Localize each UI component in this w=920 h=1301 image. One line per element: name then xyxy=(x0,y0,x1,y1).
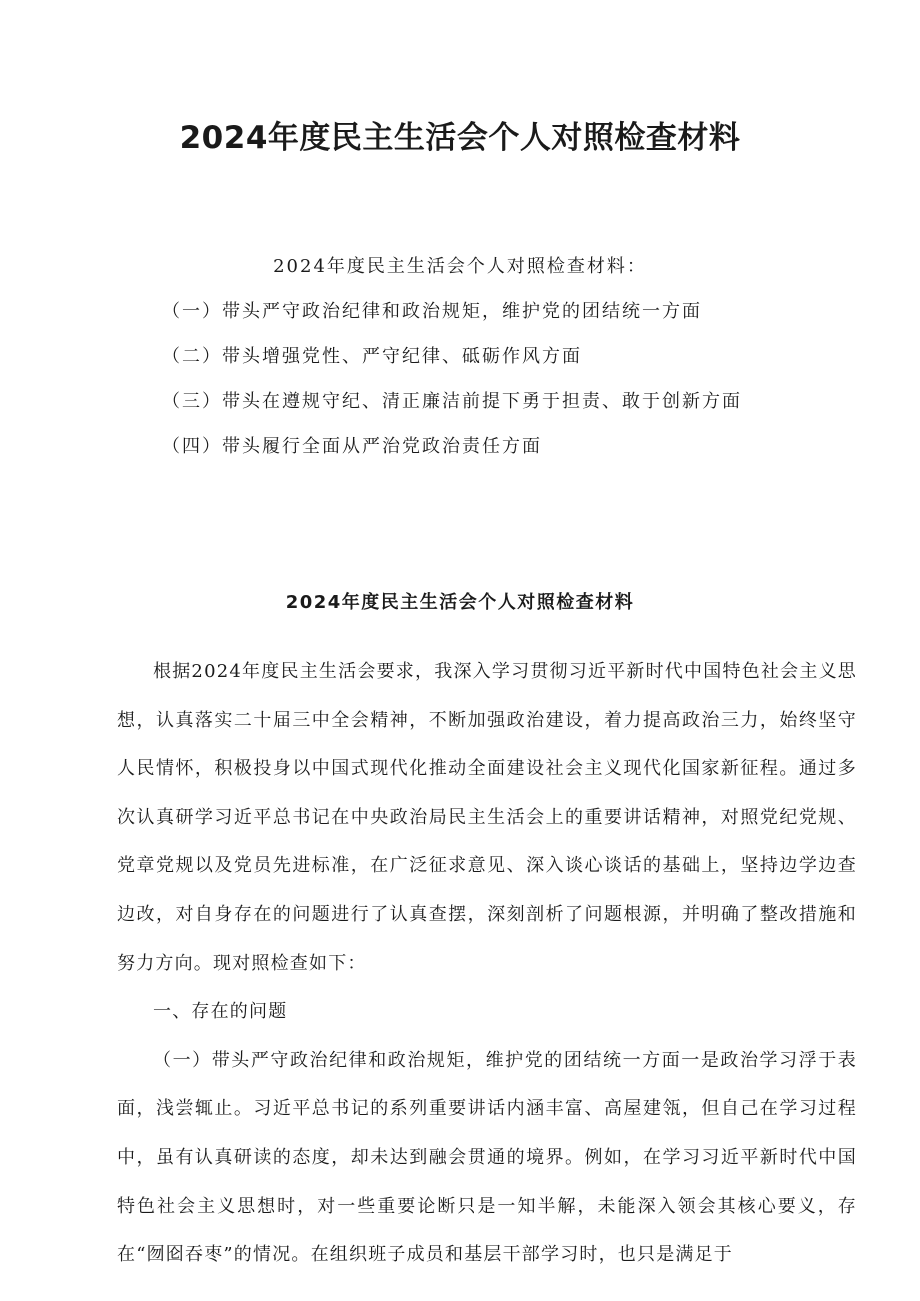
toc-item: （一）带头严守政治纪律和政治规矩，维护党的团结统一方面 xyxy=(162,301,702,322)
main-title: 2024年度民主生活会个人对照检查材料 xyxy=(179,120,741,156)
toc-item: （二）带头增强党性、严守纪律、砥砺作风方面 xyxy=(162,346,582,367)
toc-item: （四）带头履行全面从严治党政治责任方面 xyxy=(162,436,542,457)
toc-item: （三）带头在遵规守纪、清正廉洁前提下勇于担责、敢于创新方面 xyxy=(162,391,742,412)
table-of-contents xyxy=(0,252,920,477)
section-paragraph: （一）带头严守政治纪律和政治规矩，维护党的团结统一方面一是政治学习浮于表面，浅尝辄止。习近平总书记的系列重要讲话内涵丰富、高屋建瓴，但自己在学习过程中，虽有认真研读的态度，却未达到融会贯通的境界。例如，在学习习近平新时代中国特色社会主义思想时，对一些重要论断只是一知半解，未能深入领会其核心要义，存在“囫囵吞枣”的情况。在组织班子成员和基层干部学习时，也只是满足于 xyxy=(117,1049,857,1266)
intro-paragraph: 根据2024年度民主生活会要求，我深入学习贯彻习近平新时代中国特色社会主义思想，认真落实二十届三中全会精神，不断加强政治建设，着力提高政治三力，始终坚守人民情怀，积极投身以中国式现代化推动全面建设社会主义现代化国家新征程。通过多次认真研学习近平总书记在中央政治局民主生活会上的重要讲话精神，对照党纪党规、党章党规以及党员先进标准，在广泛征求意见、深入谈心谈话的基础上，坚持边学边查边改，对自身存在的问题进行了认真查摆，深刻剖析了问题根源，并明确了整改措施和努力方向。现对照检查如下： xyxy=(117,661,857,974)
document-title: 2024年度民主生活会个人对照检查材料 xyxy=(285,592,635,613)
document-body xyxy=(117,648,857,1280)
toc-heading: 2024年度民主生活会个人对照检查材料： xyxy=(273,256,647,277)
section-heading: 一、存在的问题 xyxy=(153,1001,288,1023)
toc-list xyxy=(0,297,920,462)
